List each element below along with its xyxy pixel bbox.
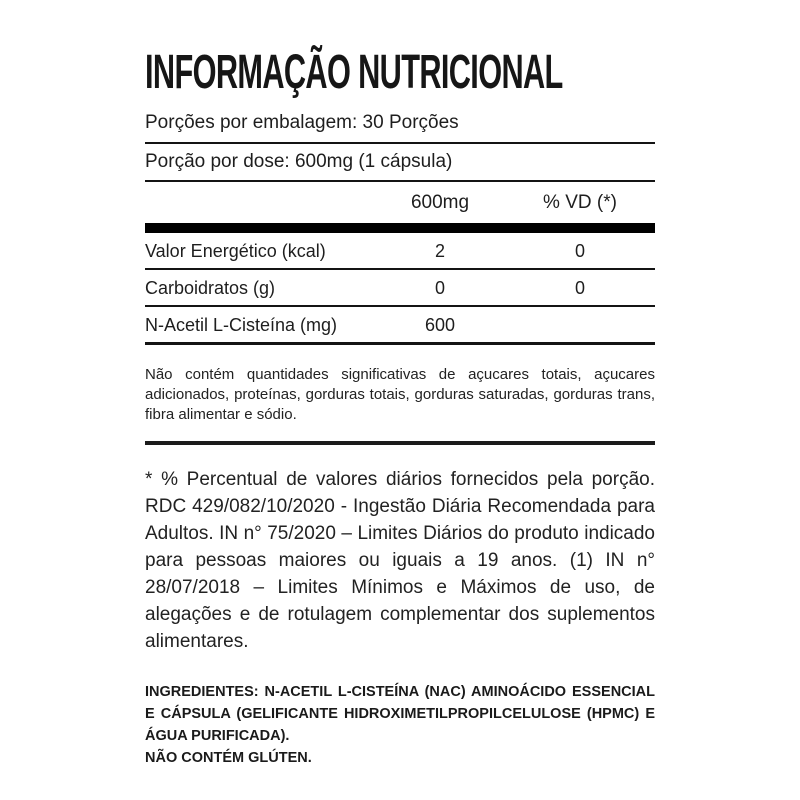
nutrient-name: Valor Energético (kcal) [145,241,326,261]
no-significant-amounts-note: Não contém quantidades significativas de açucares totais, açucares adicionados, proteínas, gorduras totais, gorduras saturadas, gorduras trans, fibra alimentar e sódio. [145,366,655,423]
table-header-daily-value: % VD (*) [543,192,617,213]
nutrition-label [145,46,655,769]
gluten-free-statement: NÃO CONTÉM GLÚTEN. [145,750,312,766]
nutrient-name: N-Acetil L-Cisteína (mg) [145,315,338,335]
table-row [145,307,655,345]
nutrient-name: Carboidratos (g) [145,278,276,298]
nutrient-amount: 0 [434,278,445,298]
table-row [145,270,655,307]
daily-values-footnote: * % Percentual de valores diários fornecidos pela porção. RDC 429/082/10/2020 - Ingestão Diária Recomendada para Adultos. IN n° 75/2020 – Limites Diários do produto indicado para pessoas maiores ou iguais a 19 anos. (1) IN n° 28/07/2018 – Limites Mínimos e Máximos de uso, de alegações e de rotulagem complementar dos suplementos alimentares. [145,469,655,652]
servings-per-package: Porções por embalagem: 30 Porções [145,112,655,144]
table-header-amount: 600mg [410,192,470,213]
nutrient-daily-value: 0 [574,241,585,261]
section-divider [145,441,655,445]
table-header-row [145,182,655,223]
nutrient-amount: 2 [434,241,445,261]
page-title: INFORMAÇÃO NUTRICIONAL [145,46,563,99]
ingredients-statement: INGREDIENTES: N-ACETIL L-CISTEÍNA (NAC) AMINOÁCIDO ESSENCIAL E CÁPSULA (GELIFICANTE HIDROXIMETILPROPILCELULOSE (HPMC) E ÁGUA PURIFICADA). [145,684,655,744]
nutrient-daily-value: 0 [574,278,585,298]
nutrient-amount: 600 [424,315,456,335]
header-divider-bar [145,223,655,233]
table-row [145,233,655,270]
serving-size: Porção por dose: 600mg (1 cápsula) [145,144,655,182]
